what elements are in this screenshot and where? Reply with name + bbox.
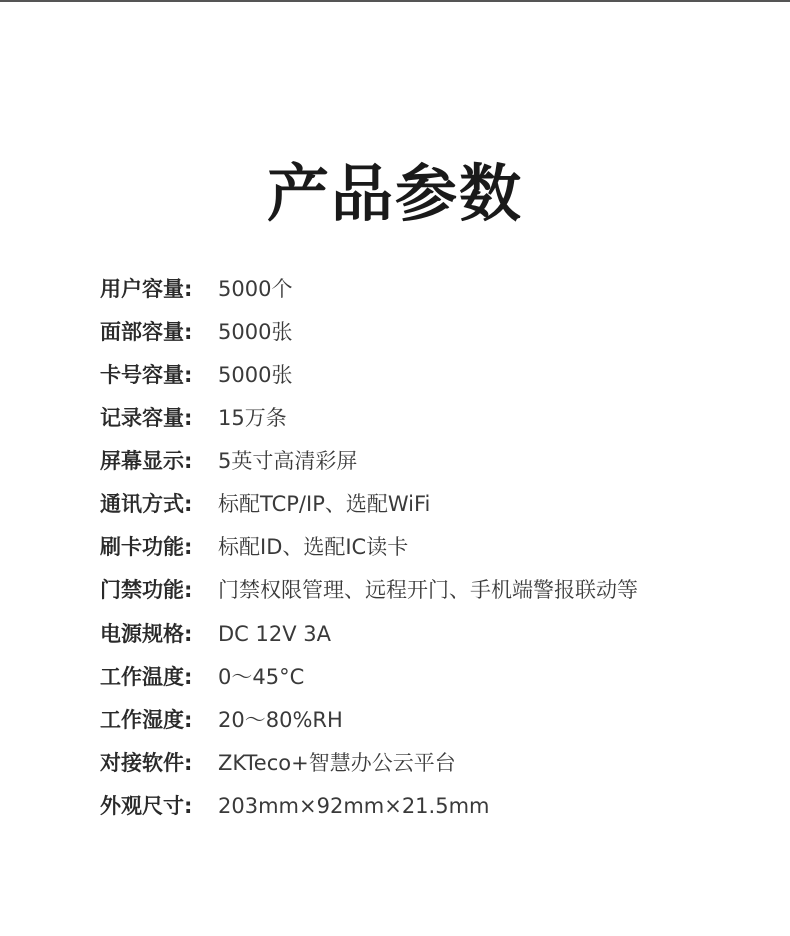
spec-label: 工作温度: [100, 665, 193, 689]
spec-row-screen-display [100, 446, 740, 476]
spec-row-user-capacity [100, 274, 740, 304]
spec-label: 门禁功能: [100, 578, 193, 602]
spec-value: 15万条 [218, 406, 287, 430]
spec-value: 标配TCP/IP、选配WiFi [218, 492, 431, 516]
spec-label: 记录容量: [100, 406, 193, 430]
spec-label: 通讯方式: [100, 492, 193, 516]
spec-label: 刷卡功能: [100, 535, 193, 559]
spec-row-card-function [100, 532, 740, 562]
spec-label: 卡号容量: [100, 363, 193, 387]
spec-value: 5000张 [218, 320, 293, 344]
spec-value: 0～45°C [218, 665, 305, 689]
spec-value: 标配ID、选配IC读卡 [218, 535, 409, 559]
spec-value: ZKTeco+智慧办公云平台 [218, 751, 456, 775]
spec-row-access-control [100, 575, 740, 612]
spec-label: 用户容量: [100, 277, 193, 301]
spec-value: DC 12V 3A [218, 622, 331, 646]
spec-label: 对接软件: [100, 751, 193, 775]
spec-value: 5000张 [218, 363, 293, 387]
spec-row-power [100, 619, 740, 649]
spec-value: 20～80%RH [218, 708, 343, 732]
spec-value: 门禁权限管理、远程开门、手机端警报联动等 [218, 578, 638, 602]
spec-label: 屏幕显示: [100, 449, 193, 473]
spec-row-dimensions [100, 791, 740, 821]
spec-value: 5英寸高清彩屏 [218, 449, 358, 473]
spec-row-card-capacity [100, 360, 740, 390]
spec-row-face-capacity [100, 317, 740, 347]
page-title: 产品参数 [266, 156, 523, 230]
spec-row-record-capacity [100, 403, 740, 433]
spec-label: 工作湿度: [100, 708, 193, 732]
spec-label: 面部容量: [100, 320, 193, 344]
spec-row-operating-humidity [100, 705, 740, 735]
spec-list [100, 274, 740, 834]
spec-value: 5000个 [218, 277, 293, 301]
spec-value: 203mm×92mm×21.5mm [218, 794, 490, 818]
spec-label: 电源规格: [100, 622, 193, 646]
spec-row-operating-temperature [100, 662, 740, 692]
spec-row-software [100, 748, 740, 778]
spec-label: 外观尺寸: [100, 794, 193, 818]
top-divider [0, 0, 790, 2]
spec-row-communication [100, 489, 740, 519]
